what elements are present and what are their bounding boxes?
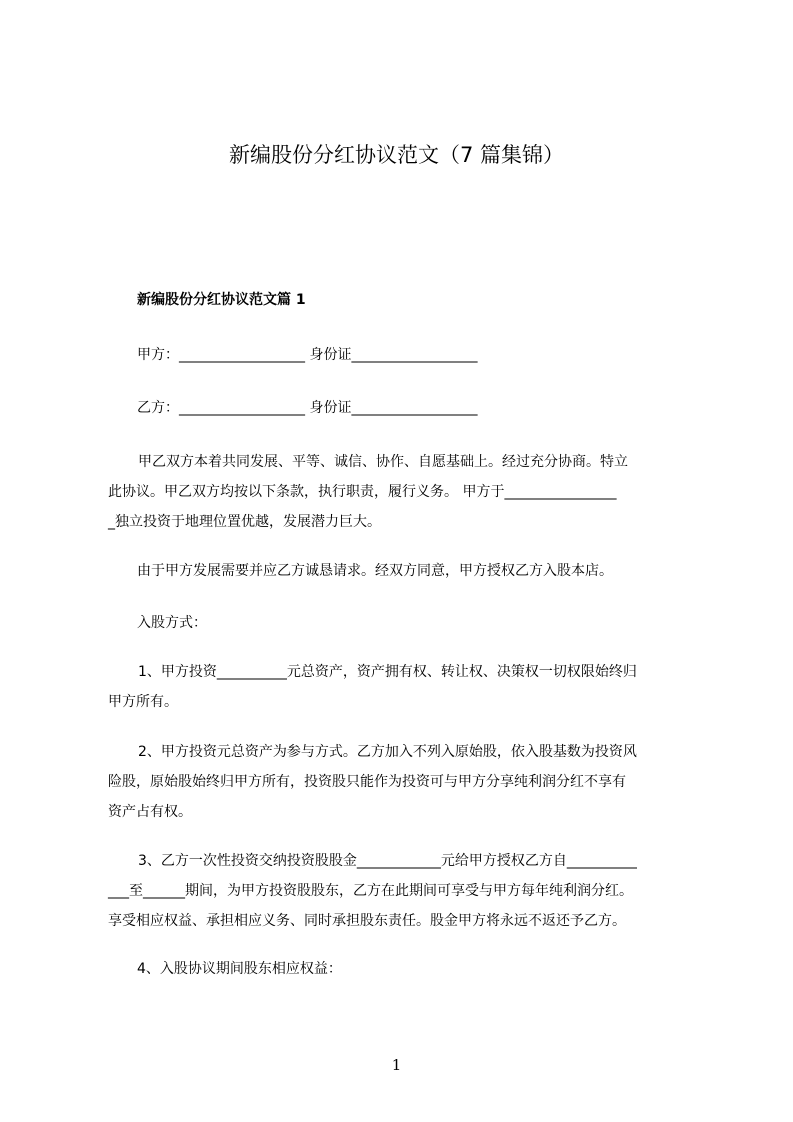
clause-4-paragraph: 4、入股协议期间股东相应权益： [137,961,342,977]
clause-2-paragraph [108,737,637,827]
clause-2-line: 资产占有权。 [108,804,192,820]
clause-1-paragraph [108,657,637,717]
clause-3-line: ___至______期间，为甲方投资股股东，乙方在此期间可享受与甲方每年纯利润分红。 [108,883,633,899]
request-paragraph: 由于甲方发展需要并应乙方诚恳请求。经双方同意，甲方授权乙方入股本店。 [137,563,613,579]
clause-2-line: 2、甲方投资元总资产为参与方式。乙方加入不列入原始股，依入股基数为投资风 [138,744,637,760]
clause-3-line: 3、乙方一次性投资交纳投资股股金____________元给甲方授权乙方自__________ [138,853,637,869]
party-b-line: 乙方：__________________ 身份证__________________ [137,400,478,416]
intro-line: 甲乙双方本着共同发展、平等、诚信、协作、自愿基础上。经过充分协商。特立 [138,454,628,470]
intro-paragraph [108,447,628,537]
intro-line: 此协议。甲乙双方均按以下条款，执行职责，履行义务。 甲方于________________ [108,484,617,500]
page-number: 1 [391,1056,402,1074]
section-heading: 新编股份分红协议范文篇 1 [137,292,306,308]
clause-2-line: 险股，原始股始终归甲方所有，投资股只能作为投资可与甲方分享纯利润分红不享有 [108,774,626,790]
party-a-line: 甲方：__________________ 身份证__________________ [137,347,478,363]
clause-3-paragraph [108,846,637,936]
intro-line: _独立投资于地理位置优越，发展潜力巨大。 [108,514,381,530]
document-title: 新编股份分红协议范文（7 篇集锦） [228,143,565,167]
clause-3-line: 享受相应权益、承担相应义务、同时承担股东责任。股金甲方将永远不返还予乙方。 [108,913,626,929]
method-label: 入股方式： [137,615,207,631]
clause-1-line: 1、甲方投资__________元总资产，资产拥有权、转让权、决策权一切权限始终归 [138,664,637,680]
clause-1-line: 甲方所有。 [108,694,178,710]
